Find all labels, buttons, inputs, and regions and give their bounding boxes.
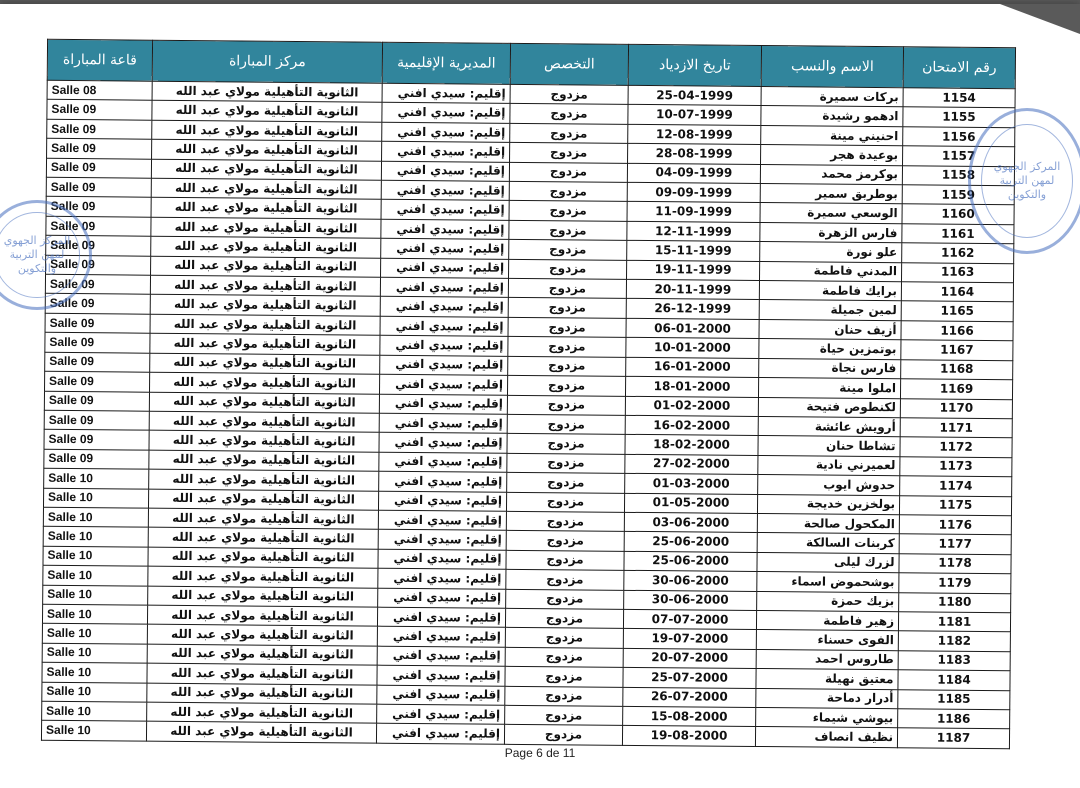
cell-exam-center: الثانوية التأهيلية مولاي عبد الله [149,450,379,471]
cell-directorate: إقليم: سيدي افني [379,452,507,473]
cell-directorate: إقليم: سيدي افني [379,413,507,434]
cell-exam-number: 1154 [903,88,1015,108]
cell-exam-room: Salle 09 [44,430,149,450]
cell-directorate: إقليم: سيدي افني [378,530,506,551]
cell-specialty: مزدوج [509,240,627,260]
cell-exam-center: الثانوية التأهيلية مولاي عبد الله [150,333,380,354]
cell-exam-number: 1175 [899,495,1011,515]
cell-birth-date: 06-01-2000 [626,318,759,339]
document-page [0,4,1080,788]
cell-exam-room: Salle 10 [42,604,147,624]
cell-exam-center: الثانوية التأهيلية مولاي عبد الله [147,625,377,646]
cell-directorate: إقليم: سيدي افني [381,200,509,221]
cell-exam-room: Salle 09 [46,177,151,197]
cell-full-name: بوتمزين حياة [759,339,901,360]
cell-exam-room: Salle 10 [42,701,147,721]
cell-exam-room: Salle 09 [46,255,151,275]
cell-exam-center: الثانوية التأهيلية مولاي عبد الله [148,489,378,510]
cell-full-name: املوا مينة [758,378,900,399]
cell-exam-center: الثانوية التأهيلية مولاي عبد الله [148,528,378,549]
cell-birth-date: 09-09-1999 [627,182,760,203]
cell-exam-number: 1187 [897,728,1009,749]
cell-exam-room: Salle 08 [47,80,152,100]
cell-exam-number: 1169 [900,379,1012,399]
cell-exam-number: 1167 [901,340,1013,360]
cell-directorate: إقليم: سيدي افني [378,588,506,609]
cell-birth-date: 26-07-2000 [623,687,756,708]
cell-exam-room: Salle 10 [42,624,147,644]
cell-directorate: إقليم: سيدي افني [381,258,509,279]
cell-exam-center: الثانوية التأهيلية مولاي عبد الله [150,353,380,374]
cell-specialty: مزدوج [506,569,624,589]
cell-exam-center: الثانوية التأهيلية مولاي عبد الله [151,256,381,277]
cell-exam-room: Salle 10 [43,546,148,566]
cell-birth-date: 11-09-1999 [627,202,760,223]
cell-birth-date: 25-06-2000 [624,532,757,553]
cell-directorate: إقليم: سيدي افني [377,627,505,648]
cell-directorate: إقليم: سيدي افني [382,122,510,143]
cell-exam-center: الثانوية التأهيلية مولاي عبد الله [147,644,377,665]
cell-full-name: بوطربق سمير [760,184,902,205]
cell-specialty: مزدوج [510,143,628,163]
cell-directorate: إقليم: سيدي افني [382,83,510,104]
cell-birth-date: 25-07-2000 [623,668,756,689]
cell-full-name: ادهمو رشيدة [761,106,903,127]
cell-exam-room: Salle 10 [43,527,148,547]
cell-specialty: مزدوج [507,375,625,395]
cell-exam-center: الثانوية التأهيلية مولاي عبد الله [147,605,377,626]
cell-exam-room: Salle 10 [43,585,148,605]
cell-exam-number: 1170 [900,398,1012,418]
cell-birth-date: 16-02-2000 [625,415,758,436]
cell-exam-center: الثانوية التأهيلية مولاي عبد الله [152,81,382,102]
header-directorate: المديرية الإقليمية [382,42,510,84]
cell-exam-center: الثانوية التأهيلية مولاي عبد الله [152,139,382,160]
cell-full-name: زهير فاطمة [756,610,898,631]
cell-specialty: مزدوج [505,608,623,628]
cell-exam-center: الثانوية التأهيلية مولاي عبد الله [151,178,381,199]
cell-exam-center: الثانوية التأهيلية مولاي عبد الله [150,295,380,316]
cell-exam-number: 1166 [901,321,1013,341]
cell-exam-room: Salle 09 [47,100,152,120]
cell-directorate: إقليم: سيدي افني [377,685,505,706]
stamp-right-text: المركز الجهوي لمهن التربية والتكوين [981,124,1073,238]
cell-exam-number: 1160 [902,204,1014,224]
cell-directorate: إقليم: سيدي افني [377,607,505,628]
cell-specialty: مزدوج [509,220,627,240]
cell-full-name: أدرار دماحة [756,688,898,709]
candidates-table [41,39,1016,749]
cell-full-name: أرويش عائشة [758,416,900,437]
cell-exam-number: 1180 [899,592,1011,612]
cell-exam-room: Salle 09 [45,333,150,353]
cell-exam-room: Salle 09 [45,274,150,294]
cell-birth-date: 27-02-2000 [625,454,758,475]
cell-birth-date: 30-06-2000 [624,590,757,611]
header-birth-date: تاريخ الازدياد [628,44,761,86]
cell-full-name: نظيف انصاف [755,727,897,748]
cell-birth-date: 25-06-2000 [624,551,757,572]
cell-exam-center: الثانوية التأهيلية مولاي عبد الله [147,663,377,684]
cell-birth-date: 15-08-2000 [623,706,756,727]
cell-birth-date: 19-08-2000 [622,726,755,747]
cell-exam-center: الثانوية التأهيلية مولاي عبد الله [149,431,379,452]
cell-exam-number: 1184 [898,670,1010,690]
cell-exam-room: Salle 10 [43,488,148,508]
cell-birth-date: 26-12-1999 [626,299,759,320]
cell-directorate: إقليم: سيدي افني [382,103,510,124]
cell-birth-date: 28-08-1999 [628,144,761,165]
page-footer: Page 6 de 11 [504,746,576,760]
cell-birth-date: 19-07-2000 [623,629,756,650]
cell-specialty: مزدوج [508,298,626,318]
official-stamp-right [968,108,1080,254]
cell-birth-date: 18-02-2000 [625,435,758,456]
cell-specialty: مزدوج [509,181,627,201]
cell-directorate: إقليم: سيدي افني [380,277,508,298]
cell-directorate: إقليم: سيدي افني [380,355,508,376]
cell-exam-room: Salle 10 [42,662,147,682]
cell-exam-room: Salle 09 [45,313,150,333]
cell-exam-number: 1172 [900,437,1012,457]
cell-full-name: بوعيدة هجر [761,145,903,166]
cell-birth-date: 12-08-1999 [628,124,761,145]
cell-specialty: مزدوج [506,550,624,570]
cell-full-name: بركات سميرة [761,87,903,108]
cell-full-name: حدوش ايوب [758,475,900,496]
cell-exam-number: 1165 [901,301,1013,321]
cell-specialty: مزدوج [505,666,623,686]
cell-directorate: إقليم: سيدي افني [377,646,505,667]
cell-exam-number: 1155 [903,107,1015,127]
cell-directorate: إقليم: سيدي افني [376,724,504,745]
cell-exam-number: 1178 [899,553,1011,573]
cell-exam-center: الثانوية التأهيلية مولاي عبد الله [149,392,379,413]
cell-specialty: مزدوج [506,589,624,609]
cell-exam-center: الثانوية التأهيلية مولاي عبد الله [148,547,378,568]
cell-exam-center: الثانوية التأهيلية مولاي عبد الله [147,702,377,723]
cell-exam-room: Salle 09 [46,197,151,217]
cell-exam-room: Salle 10 [42,682,147,702]
cell-full-name: بوشحموض اسماء [757,572,899,593]
cell-exam-center: الثانوية التأهيلية مولاي عبد الله [148,566,378,587]
cell-full-name: تشاطا حنان [758,436,900,457]
cell-specialty: مزدوج [509,162,627,182]
cell-specialty: مزدوج [510,123,628,143]
cell-exam-number: 1174 [900,476,1012,496]
cell-full-name: بيوشي شيماء [756,707,898,728]
cell-exam-center: الثانوية التأهيلية مولاي عبد الله [148,508,378,529]
cell-specialty: مزدوج [504,725,622,746]
cell-birth-date: 20-11-1999 [626,279,759,300]
cell-specialty: مزدوج [507,395,625,415]
table-body [41,80,1015,748]
cell-full-name: لزرك ليلى [757,552,899,573]
cell-exam-room: Salle 10 [42,643,147,663]
cell-exam-room: Salle 09 [44,391,149,411]
cell-exam-room: Salle 09 [46,216,151,236]
cell-exam-number: 1164 [901,282,1013,302]
cell-exam-room: Salle 10 [41,721,146,742]
cell-exam-number: 1185 [898,689,1010,709]
cell-exam-number: 1157 [903,146,1015,166]
cell-full-name: بزيك حمزة [757,591,899,612]
cell-directorate: إقليم: سيدي افني [378,510,506,531]
cell-birth-date: 01-05-2000 [624,493,757,514]
cell-directorate: إقليم: سيدي افني [379,433,507,454]
header-full-name: الاسم والنسب [761,46,903,88]
cell-exam-center: الثانوية التأهيلية مولاي عبد الله [147,683,377,704]
cell-exam-number: 1183 [898,651,1010,671]
cell-full-name: برايك فاطمة [759,281,901,302]
cell-exam-number: 1171 [900,418,1012,438]
cell-full-name: لمين جميلة [759,300,901,321]
cell-specialty: مزدوج [506,511,624,531]
cell-full-name: فارس نجاة [759,358,901,379]
cell-exam-room: Salle 09 [45,294,150,314]
cell-specialty: مزدوج [509,259,627,279]
cell-specialty: مزدوج [509,201,627,221]
cell-full-name: بولخزين خديجة [757,494,899,515]
cell-full-name: أزيف حنان [759,319,901,340]
header-exam-room: قاعة المباراة [47,39,152,81]
cell-directorate: إقليم: سيدي افني [380,297,508,318]
cell-specialty: مزدوج [505,647,623,667]
cell-birth-date: 15-11-1999 [627,241,760,262]
cell-directorate: إقليم: سيدي افني [379,471,507,492]
cell-directorate: إقليم: سيدي افني [378,491,506,512]
cell-exam-number: 1158 [902,165,1014,185]
cell-exam-center: الثانوية التأهيلية مولاي عبد الله [151,159,381,180]
cell-directorate: إقليم: سيدي افني [382,141,510,162]
header-exam-number: رقم الامتحان [903,47,1015,89]
cell-specialty: مزدوج [505,628,623,648]
cell-birth-date: 03-06-2000 [624,512,757,533]
cell-birth-date: 01-02-2000 [625,396,758,417]
cell-exam-number: 1161 [902,224,1014,244]
cell-exam-number: 1176 [899,515,1011,535]
cell-exam-number: 1168 [901,359,1013,379]
cell-directorate: إقليم: سيدي افني [377,704,505,725]
cell-exam-room: Salle 09 [45,352,150,372]
cell-birth-date: 12-11-1999 [627,221,760,242]
cell-specialty: مزدوج [508,356,626,376]
cell-exam-number: 1182 [898,631,1010,651]
cell-exam-number: 1162 [902,243,1014,263]
header-exam-center: مركز المباراة [152,40,382,83]
cell-exam-room: Salle 09 [46,158,151,178]
cell-birth-date: 18-01-2000 [625,376,758,397]
cell-birth-date: 19-11-1999 [627,260,760,281]
cell-specialty: مزدوج [510,84,628,104]
cell-full-name: معتيق نهيلة [756,669,898,690]
cell-exam-number: 1159 [902,185,1014,205]
cell-exam-number: 1181 [898,612,1010,632]
cell-exam-center: الثانوية التأهيلية مولاي عبد الله [150,314,380,335]
cell-exam-room: Salle 09 [47,139,152,159]
cell-exam-room: Salle 09 [46,236,151,256]
cell-exam-room: Salle 09 [47,119,152,139]
cell-exam-number: 1163 [901,262,1013,282]
folded-corner [1000,4,1080,34]
cell-exam-room: Salle 10 [43,507,148,527]
cell-birth-date: 10-01-2000 [626,338,759,359]
cell-full-name: فارس الزهرة [760,222,902,243]
cell-specialty: مزدوج [505,705,623,725]
cell-exam-center: الثانوية التأهيلية مولاي عبد الله [150,372,380,393]
cell-directorate: إقليم: سيدي افني [381,161,509,182]
cell-directorate: إقليم: سيدي افني [378,568,506,589]
cell-exam-room: Salle 09 [44,449,149,469]
cell-specialty: مزدوج [506,531,624,551]
cell-specialty: مزدوج [507,453,625,473]
cell-exam-center: الثانوية التأهيلية مولاي عبد الله [146,722,376,744]
cell-exam-room: Salle 09 [44,410,149,430]
cell-directorate: إقليم: سيدي افني [379,394,507,415]
cell-full-name: احنيني مينة [761,125,903,146]
cell-birth-date: 30-06-2000 [624,570,757,591]
cell-birth-date: 10-07-1999 [628,105,761,126]
cell-birth-date: 07-07-2000 [623,609,756,630]
cell-specialty: مزدوج [507,414,625,434]
cell-directorate: إقليم: سيدي افني [378,549,506,570]
cell-directorate: إقليم: سيدي افني [381,180,509,201]
cell-full-name: لكنطوص فتيحة [758,397,900,418]
cell-full-name: المكحول صالحة [757,513,899,534]
cell-exam-number: 1177 [899,534,1011,554]
cell-exam-center: الثانوية التأهيلية مولاي عبد الله [150,275,380,296]
cell-exam-center: الثانوية التأهيلية مولاي عبد الله [152,120,382,141]
stamp-left-text: المركز الجهوي لمهن التربية والتكوين [0,212,80,297]
cell-specialty: مزدوج [507,472,625,492]
cell-exam-number: 1173 [900,456,1012,476]
cell-specialty: مزدوج [508,337,626,357]
cell-specialty: مزدوج [506,492,624,512]
cell-full-name: لعميرني نادية [758,455,900,476]
cell-exam-center: الثانوية التأهيلية مولاي عبد الله [149,469,379,490]
cell-exam-center: الثانوية التأهيلية مولاي عبد الله [152,101,382,122]
cell-birth-date: 25-04-1999 [628,85,761,106]
cell-exam-number: 1179 [899,573,1011,593]
cell-exam-number: 1186 [898,709,1010,729]
cell-birth-date: 16-01-2000 [626,357,759,378]
cell-birth-date: 20-07-2000 [623,648,756,669]
cell-specialty: مزدوج [510,104,628,124]
cell-directorate: إقليم: سيدي افني [381,219,509,240]
cell-exam-center: الثانوية التأهيلية مولاي عبد الله [148,586,378,607]
cell-birth-date: 01-03-2000 [625,473,758,494]
cell-exam-center: الثانوية التأهيلية مولاي عبد الله [151,217,381,238]
cell-exam-center: الثانوية التأهيلية مولاي عبد الله [151,198,381,219]
cell-specialty: مزدوج [508,317,626,337]
cell-birth-date: 04-09-1999 [627,163,760,184]
cell-directorate: إقليم: سيدي افني [379,374,507,395]
cell-specialty: مزدوج [505,686,623,706]
cell-directorate: إقليم: سيدي افني [380,335,508,356]
cell-exam-number: 1156 [903,127,1015,147]
cell-specialty: مزدوج [508,278,626,298]
cell-full-name: كربنات السالكة [757,533,899,554]
cell-specialty: مزدوج [507,434,625,454]
cell-exam-room: Salle 10 [43,565,148,585]
cell-exam-center: الثانوية التأهيلية مولاي عبد الله [149,411,379,432]
cell-full-name: بوكرمز محمد [760,164,902,185]
cell-full-name: علو نورة [760,242,902,263]
cell-directorate: إقليم: سيدي افني [380,316,508,337]
cell-full-name: طاروس احمد [756,649,898,670]
cell-full-name: الوسعي سميرة [760,203,902,224]
cell-exam-room: Salle 09 [45,371,150,391]
cell-exam-center: الثانوية التأهيلية مولاي عبد الله [151,236,381,257]
cell-full-name: الفوى حسناء [756,630,898,651]
cell-directorate: إقليم: سيدي افني [381,238,509,259]
cell-exam-room: Salle 10 [44,468,149,488]
cell-full-name: المدني فاطمة [759,261,901,282]
header-specialty: التخصص [510,43,628,85]
cell-directorate: إقليم: سيدي افني [377,665,505,686]
